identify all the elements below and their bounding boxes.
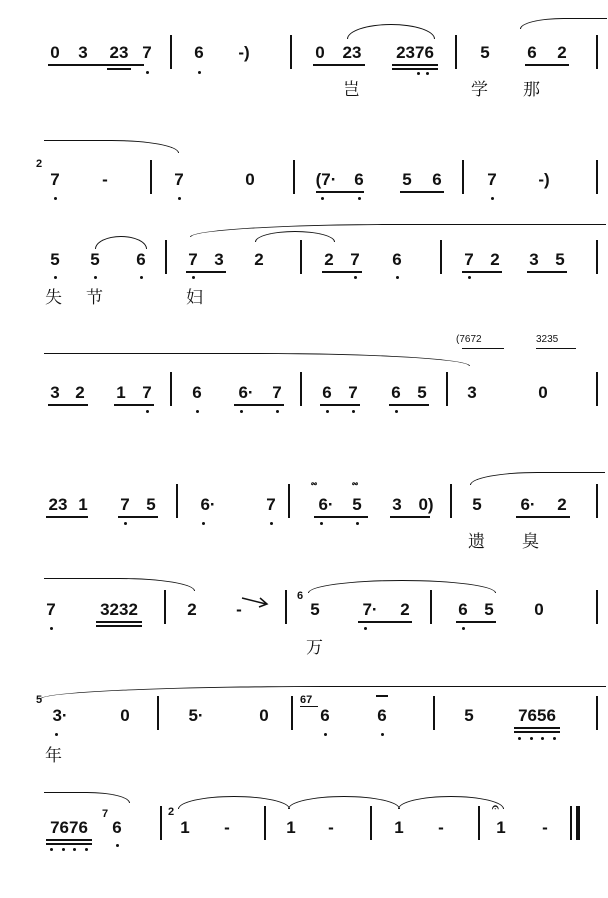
slur (347, 24, 435, 39)
slur (40, 686, 606, 699)
note: 0 (50, 43, 60, 62)
octave-dot (354, 276, 357, 279)
octave-dot (364, 627, 367, 630)
note: - (328, 818, 334, 837)
note: 2 (490, 250, 500, 269)
barline (430, 590, 432, 624)
slur (44, 140, 179, 153)
final-barline-thin (570, 806, 572, 840)
note: 2 (557, 43, 567, 62)
underline (358, 621, 412, 623)
note: 3 (78, 43, 88, 62)
underline (114, 404, 154, 406)
note: 5 (555, 250, 565, 269)
octave-dot (146, 71, 149, 74)
octave-dot (320, 522, 323, 525)
barline (176, 484, 178, 518)
note: 1 (116, 383, 126, 402)
note: 5 (484, 600, 494, 619)
octave-dot (468, 276, 471, 279)
note: 23 (109, 43, 129, 62)
octave-dot (94, 276, 97, 279)
note: 2 (324, 250, 334, 269)
octave-dot (530, 737, 533, 740)
barline (288, 484, 290, 518)
underline (96, 625, 142, 627)
barline (290, 35, 292, 69)
note: 6 (432, 170, 442, 189)
octave-dot (396, 276, 399, 279)
underline (516, 516, 570, 518)
note: - (224, 818, 230, 837)
underline (527, 271, 567, 273)
grace-notes: (7672 (456, 334, 482, 345)
octave-dot (54, 276, 57, 279)
tenuto-mark (376, 695, 388, 697)
barline (462, 160, 464, 194)
underline (48, 64, 144, 66)
octave-dot (178, 197, 181, 200)
note: 7 (487, 170, 497, 189)
note: 3 (529, 250, 539, 269)
arrow-icon (240, 594, 270, 608)
underline (392, 68, 438, 70)
slur (288, 796, 400, 809)
octave-dot (381, 733, 384, 736)
note: 7 (464, 250, 474, 269)
note: 6· (200, 495, 216, 514)
grace-note: 6 (297, 590, 304, 602)
barline (170, 35, 172, 69)
note: 6 (136, 250, 146, 269)
lyric: 年 (45, 746, 62, 766)
slur (44, 353, 470, 366)
slur (470, 472, 605, 485)
note: 6 (194, 43, 204, 62)
slur (178, 796, 290, 809)
note: 7· (362, 600, 378, 619)
slur (190, 224, 606, 237)
underline (462, 271, 502, 273)
octave-dot (324, 733, 327, 736)
lyric: 妇 (186, 288, 203, 308)
note: 3· (52, 706, 68, 725)
barline (596, 590, 598, 624)
note: 5 (402, 170, 412, 189)
note: 7 (188, 250, 198, 269)
octave-dot (395, 410, 398, 413)
underline (314, 516, 368, 518)
note: 1 (496, 818, 506, 837)
note: 6· (520, 495, 536, 514)
note: 6 (320, 706, 330, 725)
octave-dot (62, 848, 65, 851)
note: 6 (354, 170, 364, 189)
note: 6 (192, 383, 202, 402)
octave-dot (462, 627, 465, 630)
octave-dot (276, 410, 279, 413)
note: 5 (90, 250, 100, 269)
note: 23 (48, 495, 68, 514)
note: 0 (259, 706, 269, 725)
lyric: 那 (523, 80, 540, 100)
underline (118, 516, 158, 518)
octave-dot (196, 410, 199, 413)
barline (433, 696, 435, 730)
barline (478, 806, 480, 840)
barline (596, 696, 598, 730)
octave-dot (50, 627, 53, 630)
slur (44, 578, 195, 591)
grace-note: 2 (36, 158, 43, 170)
octave-dot (198, 71, 201, 74)
underline (392, 64, 438, 66)
note: 7 (142, 43, 152, 62)
octave-dot (240, 410, 243, 413)
note: 0 (534, 600, 544, 619)
note: 7676 (50, 818, 88, 837)
note: 7 (272, 383, 282, 402)
octave-dot (321, 197, 324, 200)
note: 7656 (518, 706, 556, 725)
underline (46, 843, 92, 845)
slur (308, 580, 496, 593)
underline (96, 621, 142, 623)
note: 5 (310, 600, 320, 619)
note: 7 (266, 495, 276, 514)
underline (320, 404, 360, 406)
note: 2376 (396, 43, 434, 62)
octave-dot (553, 737, 556, 740)
barline (170, 372, 172, 406)
underline (46, 839, 92, 841)
barline (446, 372, 448, 406)
note: 6 (392, 250, 402, 269)
note: 1 (394, 818, 404, 837)
note: 5 (146, 495, 156, 514)
barline (264, 806, 266, 840)
note: 1 (78, 495, 88, 514)
note: 7 (174, 170, 184, 189)
fermata-icon: 𝄐 (492, 800, 499, 814)
grace-note: 67 (300, 694, 313, 706)
note: 5· (188, 706, 204, 725)
underline (48, 404, 88, 406)
note: - (102, 170, 108, 189)
note: 3232 (100, 600, 138, 619)
barline (440, 240, 442, 274)
underline (316, 191, 364, 193)
underline (107, 68, 131, 70)
barline (300, 240, 302, 274)
note: 7 (348, 383, 358, 402)
note: 2 (187, 600, 197, 619)
barline (455, 35, 457, 69)
note: 0) (418, 495, 434, 514)
octave-dot (85, 848, 88, 851)
underline (514, 727, 560, 729)
lyric: 遗 (468, 532, 485, 552)
slur (398, 796, 504, 809)
note: 5 (352, 495, 362, 514)
octave-dot (491, 197, 494, 200)
trill-icon: 𝆗 (311, 477, 318, 489)
note: 23 (342, 43, 362, 62)
grace-note: 5 (36, 694, 43, 706)
note: 6· (238, 383, 254, 402)
barline (157, 696, 159, 730)
barline (596, 484, 598, 518)
note: 3 (214, 250, 224, 269)
underline (456, 621, 496, 623)
note: 2 (557, 495, 567, 514)
underline (536, 348, 576, 349)
lyric: 臭 (522, 532, 539, 552)
lyric: 万 (306, 638, 323, 658)
note: 7 (350, 250, 360, 269)
note: 7 (50, 170, 60, 189)
note: -) (238, 43, 250, 62)
trill-icon: 𝆗 (352, 477, 359, 489)
barline (450, 484, 452, 518)
octave-dot (270, 522, 273, 525)
note: 1 (180, 818, 190, 837)
barline (285, 590, 287, 624)
octave-dot (54, 197, 57, 200)
note: 0 (315, 43, 325, 62)
octave-dot (352, 410, 355, 413)
barline (164, 590, 166, 624)
octave-dot (541, 737, 544, 740)
note: 6 (458, 600, 468, 619)
octave-dot (426, 72, 429, 75)
note: 2 (254, 250, 264, 269)
barline (370, 806, 372, 840)
octave-dot (146, 410, 149, 413)
underline (300, 706, 318, 707)
underline (322, 271, 362, 273)
octave-dot (358, 197, 361, 200)
octave-dot (73, 848, 76, 851)
octave-dot (518, 737, 521, 740)
note: -) (538, 170, 550, 189)
note: 5 (50, 250, 60, 269)
note: 2 (400, 600, 410, 619)
note: 3 (392, 495, 402, 514)
barline (160, 806, 162, 840)
note: 7 (120, 495, 130, 514)
underline (389, 404, 429, 406)
barline (293, 160, 295, 194)
octave-dot (140, 276, 143, 279)
grace-notes: 3235 (536, 334, 559, 345)
note: 0 (245, 170, 255, 189)
barline (596, 240, 598, 274)
note: 5 (472, 495, 482, 514)
barline (596, 160, 598, 194)
octave-dot (356, 522, 359, 525)
barline (165, 240, 167, 274)
underline (46, 516, 88, 518)
lyric: 节 (86, 288, 103, 308)
underline (400, 191, 444, 193)
barline (150, 160, 152, 194)
note: 6 (527, 43, 537, 62)
note: 6 (112, 818, 122, 837)
octave-dot (326, 410, 329, 413)
note: 6· (318, 495, 334, 514)
barline (596, 35, 598, 69)
octave-dot (116, 844, 119, 847)
underline (525, 64, 569, 66)
note: 7 (142, 383, 152, 402)
octave-dot (417, 72, 420, 75)
underline (313, 64, 365, 66)
note: 6 (377, 706, 387, 725)
octave-dot (202, 522, 205, 525)
note: 6 (322, 383, 332, 402)
lyric: 岂 (343, 80, 360, 100)
slur (44, 792, 130, 803)
slur (95, 236, 147, 249)
underline (390, 516, 430, 518)
octave-dot (50, 848, 53, 851)
octave-dot (124, 522, 127, 525)
lyric: 失 (45, 288, 62, 308)
note: 5 (417, 383, 427, 402)
underline (234, 404, 284, 406)
grace-note: 2 (168, 806, 175, 818)
octave-dot (192, 276, 195, 279)
lyric: 学 (471, 80, 488, 100)
note: - (438, 818, 444, 837)
note: 6 (391, 383, 401, 402)
note: 0 (538, 383, 548, 402)
note: 5 (480, 43, 490, 62)
note: 5 (464, 706, 474, 725)
barline (291, 696, 293, 730)
note: (7· (315, 170, 337, 189)
underline (462, 348, 504, 349)
underline (514, 731, 560, 733)
note: 3 (50, 383, 60, 402)
grace-note: 7 (102, 808, 109, 820)
note: - (542, 818, 548, 837)
note: 7 (46, 600, 56, 619)
note: 3 (467, 383, 477, 402)
note: 1 (286, 818, 296, 837)
barline (300, 372, 302, 406)
note: - (236, 600, 242, 619)
barline (596, 372, 598, 406)
note: 2 (75, 383, 85, 402)
octave-dot (55, 733, 58, 736)
note: 0 (120, 706, 130, 725)
slur (520, 18, 607, 29)
final-barline-thick (576, 806, 580, 840)
underline (186, 271, 226, 273)
